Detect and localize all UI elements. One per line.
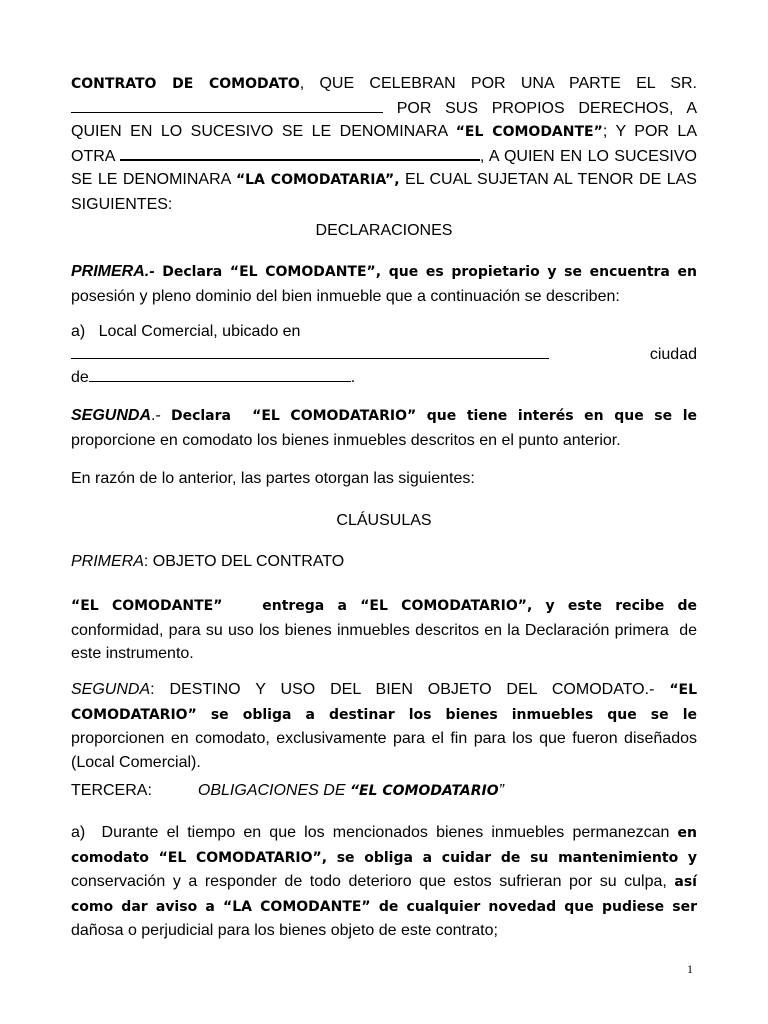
intro-paragraph: CONTRATO DE COMODATO, QUE CELEBRAN POR UNA PARTE EL SR. POR SUS PROPIOS DERECHOS, A QUIEN EN LO SUCESIVO SE LE DENOMINARA “EL COMODANTE”; Y POR LA OTRA , A QUIEN EN LO SUCESIVO SE LE DENOMINARA “LA COMODATARIA”, EL CUAL SUJETAN AL TENOR DE LAS SIGUIENTES: [71, 75, 698, 213]
clausula-tercera-title: TERCERA: OBLIGACIONES DE “EL COMODATARIO” [71, 782, 504, 799]
declaraciones-heading: DECLARACIONES [315, 222, 453, 239]
clausula-primera-title: PRIMERA: OBJETO DEL CONTRATO [71, 553, 345, 570]
address-line: ciudad [71, 343, 697, 367]
blank-line [71, 346, 549, 359]
declaracion-primera: PRIMERA.- Declara “EL COMODANTE”, que es propietario y se encuentra en posesión y pleno dominio del bien inmueble que a continuación se describen: [71, 263, 697, 305]
clausula-primera-body: “EL COMODANTE” entrega a “EL COMODATARIO”, y este recibe de conformidad, para su uso los bienes inmuebles descritos en la Declaración primera de este instrumento. [71, 598, 697, 662]
page-number: 1 [687, 962, 693, 976]
city-line: de . [71, 369, 356, 386]
declaracion-segunda: SEGUNDA.- Declara “EL COMODATARIO” que tiene interés en que se le proporcione en comodato los bienes inmuebles descritos en el punto anterior. [71, 407, 698, 449]
clausula-segunda: SEGUNDA: DESTINO Y USO DEL BIEN OBJETO DEL COMODATO.- “EL COMODATARIO” se obliga a destinar los bienes inmuebles que se le proporcionen en comodato, exclusivamente para el fin para los que fueron diseñados (Local Comercial). [71, 681, 697, 771]
contract-title: CONTRATO DE COMODATO [71, 76, 300, 92]
blank-line [71, 100, 383, 113]
blank-line [120, 147, 480, 161]
clausulas-heading: CLÁUSULAS [336, 512, 432, 529]
clausula-tercera-item-a: a) Durante el tiempo en que los mencionados bienes inmuebles permanezcan en comodato “EL COMODATARIO”, se obliga a cuidar de su mantenimiento y conservación y a responder de todo deterioro que estos sufrieran por su culpa, así como dar aviso a “LA COMODANTE” de cualquier novedad que pudiese ser dañosa o perjudicial para los bienes objeto de este contrato; [71, 824, 697, 939]
declaracion-item-a: a) Local Comercial, ubicado en [71, 323, 301, 340]
blank-line [89, 369, 351, 382]
razon-paragraph: En razón de lo anterior, las partes otorgan las siguientes: [71, 470, 475, 487]
